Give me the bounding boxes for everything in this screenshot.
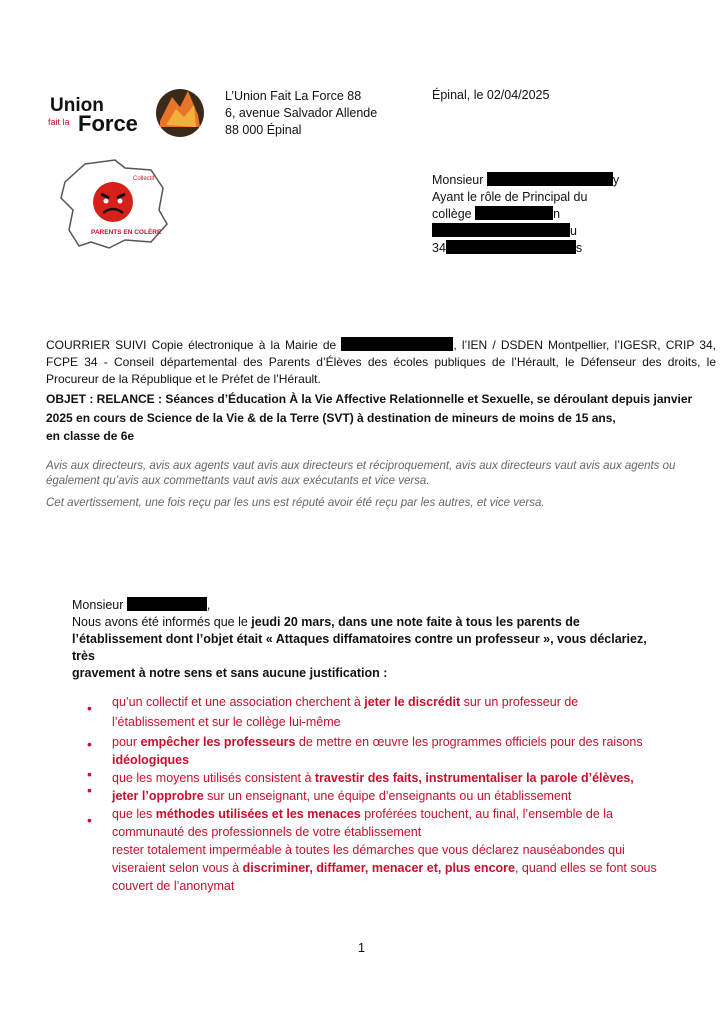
intro-line-2: l’établissement dont l’objet était « Attaques diffamatoires contre un professeur », vous déclariez, très: [72, 632, 647, 663]
sender-street: 6, avenue Salvador Allende: [225, 106, 378, 120]
list-item-bold-text: jeter le discrédit: [364, 695, 461, 709]
redaction-bar: [475, 206, 553, 220]
svg-text:Union: Union: [50, 95, 104, 116]
list-item: [112, 714, 341, 732]
subject-line-2: 2025 en cours de Science de la Vie & de la Terre (SVT) à destination de mineurs de moins de 15 ans,: [46, 410, 616, 425]
copies-text-end: , l’IEN / DSDEN Montpellier, l’IGESR, CRIP 34, FCPE 34 - Conseil départemental des Parents d’Élèves des écoles publiques de l’Hérault, le Défenseur des droits, le Procureur de la République et le Préfet de l’Hérault.: [46, 338, 717, 386]
list-item-text: sur un enseignant, une équipe d’enseignants ou un établissement: [203, 789, 572, 803]
bullet-icon: •: [87, 766, 92, 782]
svg-text:Force: Force: [78, 111, 138, 136]
recipient-line-2: Ayant le rôle de Principal du: [432, 190, 588, 204]
redaction-bar: [487, 172, 613, 186]
recipient-line-5: [432, 240, 619, 257]
svg-text:Collectif: Collectif: [133, 176, 155, 182]
list-item: [112, 694, 578, 712]
recipient-line-4: [432, 223, 619, 240]
list-item: [112, 824, 421, 842]
page-number: 1: [357, 940, 366, 955]
subject-line: [46, 390, 716, 446]
list-item-text: , quand elles se font sous: [514, 861, 657, 875]
list-item-text: proférées touchent, au final, l’ensemble de la: [360, 807, 613, 821]
list-item-text: rester totalement imperméable à toutes les démarches que vous déclarez nauséabondes qui: [112, 843, 625, 857]
bullet-icon: •: [87, 782, 92, 798]
list-item-text: que les moyens utilisés consistent à: [112, 771, 315, 785]
list-item-text: viseraient selon vous à: [112, 861, 243, 875]
list-item: [112, 770, 634, 788]
union-fait-la-force-logo: [48, 85, 208, 145]
recipient-line-1: [432, 172, 619, 189]
legal-notice-paragraph-2: Cet avertissement, une fois reçu par les uns est réputé avoir été reçu par les autres, et vice versa.: [46, 497, 545, 509]
redaction-bar: [432, 223, 570, 237]
salutation: [72, 597, 672, 614]
letter-body-intro: [72, 597, 672, 682]
list-item: [112, 842, 625, 860]
list-item-bold-text: jeter l’opprobre: [112, 789, 204, 803]
intro-line-3: gravement à notre sens et sans aucune justification :: [72, 666, 388, 680]
sender-address: [225, 88, 377, 139]
intro-line-1: [72, 614, 672, 631]
list-item-text: pour: [112, 735, 141, 749]
list-item: [112, 806, 613, 824]
sender-city: 88 000 Épinal: [225, 123, 302, 137]
svg-text:fait la: fait la: [48, 117, 70, 127]
sender-name: L’Union Fait La Force 88: [225, 89, 362, 103]
list-item-text: communauté des professionnels de votre établissement: [112, 825, 422, 839]
salutation-title: Monsieur: [72, 598, 124, 612]
intro-bold-text: jeudi 20 mars, dans une note faite à tous les parents de: [251, 615, 580, 629]
recipient-line-3: [432, 206, 619, 223]
redaction-bar: [446, 240, 576, 254]
recipient-city-fragment: s: [575, 241, 583, 255]
copies-text-start: COURRIER SUIVI Copie électronique à la Mairie de: [46, 338, 337, 352]
list-item-text: que les: [112, 807, 156, 821]
list-item-text: qu’un collectif et une association cherchent à: [112, 695, 365, 709]
redaction-bar: [341, 337, 453, 351]
list-item: [112, 752, 189, 770]
list-item-text: l’établissement et sur le collège lui-même: [112, 715, 341, 729]
list-item-text: de mettre en œuvre les programmes officiels pour des raisons: [295, 735, 643, 749]
recipient-title: Monsieur: [432, 173, 484, 187]
list-item: [112, 788, 571, 806]
subject-line-1: OBJET : RELANCE : Séances d’Éducation À la Vie Affective Relationnelle et Sexuelle, se déroulant depuis janvier: [46, 392, 693, 406]
salutation-comma: ,: [206, 598, 211, 612]
list-item-text: couvert de l’anonymat: [112, 879, 235, 893]
intro-text: Nous avons été informés que le: [72, 615, 252, 629]
list-item-bold-text: discriminer, diffamer, menacer et, plus encore: [242, 861, 515, 875]
letter-date: Épinal, le 02/04/2025: [432, 88, 550, 102]
recipient-name-fragment: y: [612, 173, 620, 187]
recipient-street-fragment: u: [570, 224, 577, 238]
list-item: [112, 878, 234, 896]
bullet-icon: •: [87, 812, 92, 828]
list-item-bold-text: empêcher les professeurs: [140, 735, 296, 749]
redaction-bar: [127, 597, 207, 611]
subject-line-3: en classe de 6e: [46, 429, 135, 443]
recipient-college-label: collège: [432, 207, 472, 221]
legal-notice-paragraph-1: Avis aux directeurs, avis aux agents vaut avis aux directeurs et réciproquement, avis aux directeurs vaut avis aux agents ou également qu’avis aux commettants vaut avis aux exécutants et vice versa.: [46, 460, 676, 487]
bullet-icon: •: [87, 736, 92, 752]
svg-text:PARENTS EN COLÈRE: PARENTS EN COLÈRE: [91, 229, 162, 236]
legal-notice: [46, 459, 716, 518]
list-item-bold-text: travestir des faits, instrumentaliser la parole d’élèves,: [314, 771, 634, 785]
bullet-icon: •: [87, 700, 92, 716]
list-item-bold-text: idéologiques: [112, 753, 190, 767]
list-item: [112, 734, 643, 752]
recipient-address: [432, 172, 619, 257]
list-item-text: sur un professeur de: [460, 695, 579, 709]
copies-paragraph: [46, 337, 716, 388]
recipient-postcode-prefix: 34: [432, 241, 446, 255]
recipient-college-fragment: n: [553, 207, 561, 221]
parents-en-colere-logo: [55, 158, 175, 250]
list-item: [112, 860, 657, 878]
list-item-bold-text: méthodes utilisées et les menaces: [155, 807, 361, 821]
